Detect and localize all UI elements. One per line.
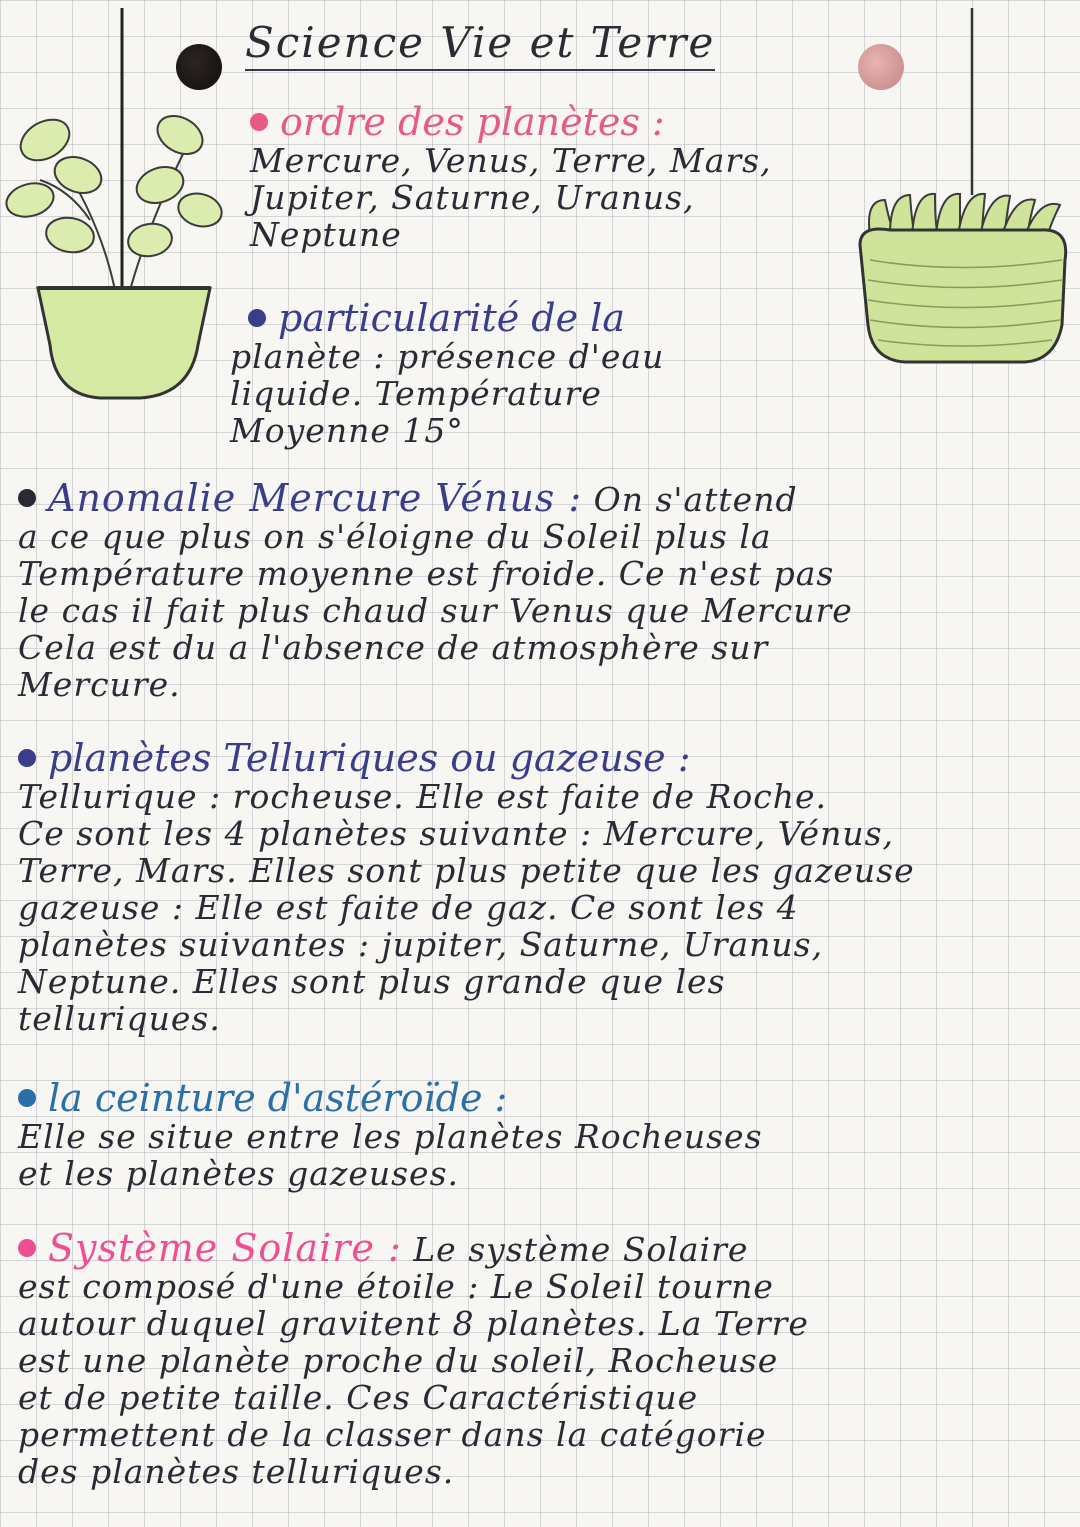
section-heading: la ceinture d'astéroïde :: [48, 1076, 508, 1120]
section-heading: ordre des planètes :: [280, 100, 665, 144]
section-heading: planètes Telluriques ou gazeuse :: [48, 736, 691, 780]
section-body: planète : présence d'eau liquide. Température Moyenne 15°: [230, 337, 665, 450]
section-heading: Système Solaire :: [48, 1226, 402, 1270]
section-telluric-gaseous: [18, 738, 1068, 1037]
section-planet-order: [250, 102, 890, 253]
bullet-dot: [18, 489, 36, 507]
section-asteroid-belt: [18, 1078, 1068, 1192]
section-solar-system: [18, 1228, 1068, 1490]
section-heading: particularité de la: [278, 296, 625, 340]
page-title: Science Vie et Terre: [245, 18, 715, 71]
bullet-dot: [18, 1089, 36, 1107]
section-body: On s'attend a ce que plus on s'éloigne du Soleil plus la Température moyenne est froide. Ce n'est pas le cas il fait plus chaud sur Venus que Mercure Cela est du a l'absence de atmosphère sur Mercure.: [18, 480, 853, 704]
section-body: Tellurique : rocheuse. Elle est faite de Roche. Ce sont les 4 planètes suivante : Mercure, Vénus, Terre, Mars. Elles sont plus petite que les gazeuse gazeuse : Elle est faite de gaz. Ce sont les 4 planètes suivantes : jupiter, Saturne, Uranus, Neptune. Elles sont plus grande que les telluriques.: [18, 777, 915, 1038]
section-body: Elle se situe entre les planètes Rocheuses et les planètes gazeuses.: [18, 1117, 763, 1193]
section-body: Mercure, Venus, Terre, Mars, Jupiter, Saturne, Uranus, Neptune: [250, 141, 772, 254]
section-body: Le système Solaire est composé d'une étoile : Le Soleil tourne autour duquel gravitent 8 planètes. La Terre est une planète proche du soleil, Rocheuse et de petite taille. Ces Caractéristique permettent de la classer dans la catégorie des planètes telluriques.: [18, 1230, 809, 1491]
bullet-dot: [248, 309, 266, 327]
section-mercury-venus-anomaly: [18, 478, 1068, 703]
bullet-dot: [18, 749, 36, 767]
section-heading: Anomalie Mercure Vénus :: [48, 476, 583, 520]
bullet-dot: [18, 1239, 36, 1257]
bullet-dot: [250, 113, 268, 131]
section-earth-particularity: [230, 298, 830, 449]
hanging-plant-left-illustration: [0, 0, 230, 410]
